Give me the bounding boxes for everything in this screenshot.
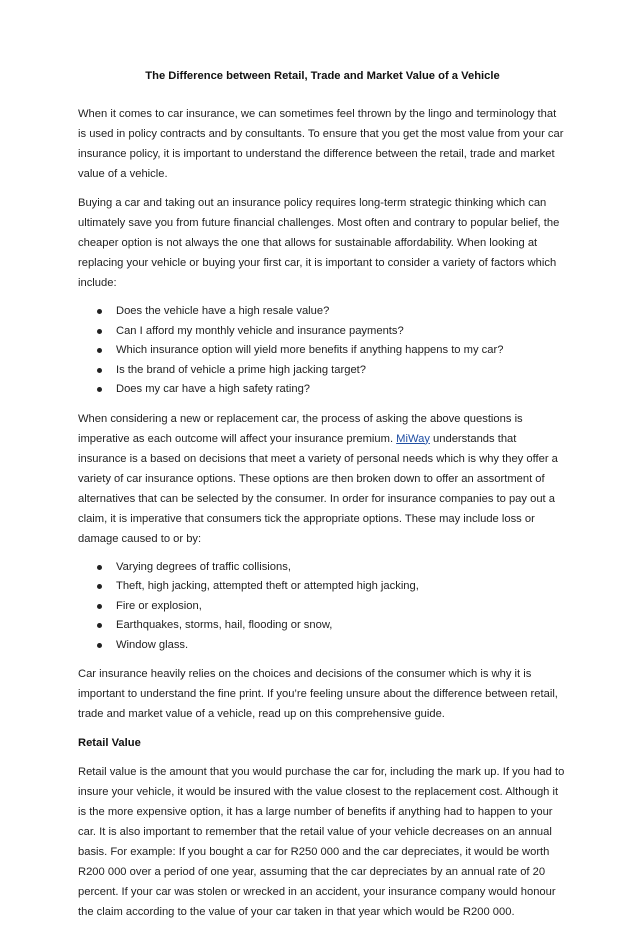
list-item xyxy=(78,558,567,578)
bullet-icon xyxy=(97,643,102,648)
list-item xyxy=(78,302,567,322)
damage-causes-list xyxy=(78,558,567,656)
list-item-text: Theft, high jacking, attempted theft or attempted high jacking, xyxy=(116,580,419,592)
list-item xyxy=(78,597,567,617)
questions-list xyxy=(78,302,567,400)
list-item xyxy=(78,361,567,381)
bullet-icon xyxy=(97,604,102,609)
bullet-icon xyxy=(97,623,102,628)
retail-value-paragraph: Retail value is the amount that you would purchase the car for, including the mark up. If you had to insure your vehicle, it would be insured with the value closest to the replacement cost. Although it is the more expensive option, it has a large number of benefits if anything had to happen to your car. It is also important to remember that the retail value of your vehicle decreases on an annual basis. For example: If you bought a car for R250 000 and the car depreciates, it would be worth R200 000 over a period of one year, assuming that the car depreciates by an annual rate of 20 percent. If your car was stolen or wrecked in an accident, your insurance company would honour the claim according to the value of your car taken in that year which would be R200 000. xyxy=(78,766,565,918)
list-item xyxy=(78,322,567,342)
miway-link[interactable]: MiWay xyxy=(396,432,430,445)
paragraph-text: understands that insurance is a based on decisions that meet a variety of personal needs which is why they offer a variety of car insurance options. These options are then broken down to offer an assortment of alternatives that can be selected by the consumer. In order for insurance companies to pay out a claim, it is imperative that consumers tick the appropriate options. These may include loss or damage caused to or by: xyxy=(78,432,558,545)
list-item-text: Window glass. xyxy=(116,638,189,651)
list-item xyxy=(78,616,567,636)
list-item-text: Does the vehicle have a high resale value? xyxy=(116,305,330,317)
list-item xyxy=(78,380,567,400)
paragraph-text: When considering a new or replacement car, the process of asking the above questions is imperative as each outcome will affect your insurance premium. xyxy=(78,412,523,445)
intro-paragraph: When it comes to car insurance, we can sometimes feel thrown by the lingo and terminology that is used in policy contracts and by consultants. To ensure that you get the most value from your car insurance policy, it is important to understand the difference between the retail, trade and market value of a vehicle. xyxy=(78,108,564,180)
bullet-icon xyxy=(97,309,102,314)
retail-value-heading: Retail Value xyxy=(78,737,141,749)
list-item xyxy=(78,636,567,656)
list-item-text: Is the brand of vehicle a prime high jacking target? xyxy=(116,363,366,376)
buying-paragraph: Buying a car and taking out an insurance policy requires long-term strategic thinking which can ultimately save you from future financial challenges. Most often and contrary to popular belief, the cheaper option is not always the one that allows for sustainable affordability. When looking at replacing your vehicle or buying your first car, it is important to consider a variety of factors which include: xyxy=(78,197,560,289)
list-item xyxy=(78,341,567,361)
list-item-text: Varying degrees of traffic collisions, xyxy=(116,560,291,573)
list-item-text: Earthquakes, storms, hail, flooding or snow, xyxy=(116,619,333,631)
bullet-icon xyxy=(97,584,102,589)
bullet-icon xyxy=(97,329,102,334)
list-item-text: Fire or explosion, xyxy=(116,599,202,612)
document-title: The Difference between Retail, Trade and Market Value of a Vehicle xyxy=(145,70,500,82)
considering-paragraph xyxy=(78,409,567,549)
list-item-text: Which insurance option will yield more benefits if anything happens to my car? xyxy=(116,344,504,356)
bullet-icon xyxy=(97,368,102,373)
bullet-icon xyxy=(97,348,102,353)
list-item-text: Can I afford my monthly vehicle and insurance payments? xyxy=(116,324,404,337)
bullet-icon xyxy=(97,565,102,570)
list-item xyxy=(78,577,567,597)
list-item-text: Does my car have a high safety rating? xyxy=(116,383,311,395)
bullet-icon xyxy=(97,387,102,392)
choices-paragraph: Car insurance heavily relies on the choices and decisions of the consumer which is why it is important to understand the fine print. If you’re feeling unsure about the difference between retail, trade and market value of a vehicle, read up on this comprehensive guide. xyxy=(78,668,558,720)
document-page xyxy=(78,66,567,931)
